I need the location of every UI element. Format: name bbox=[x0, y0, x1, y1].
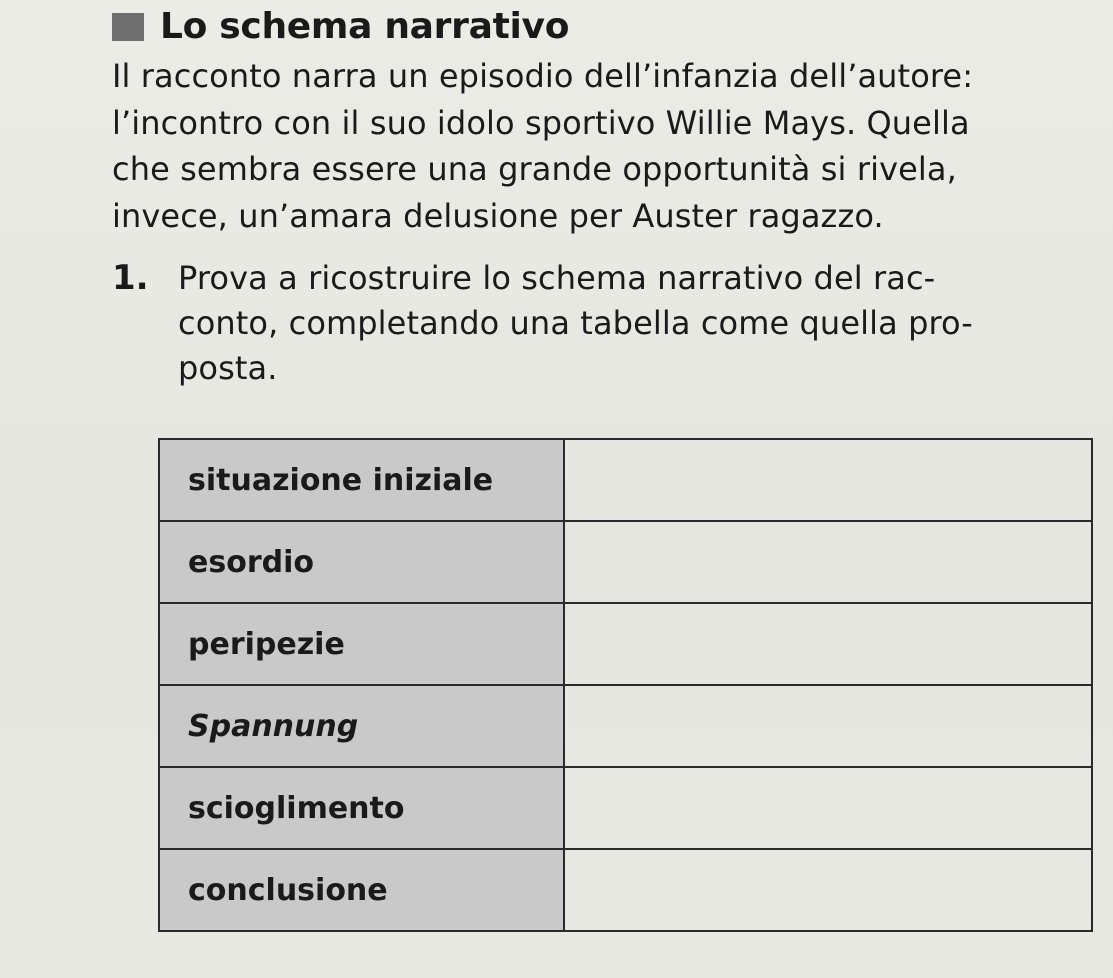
row-label-spannung: Spannung bbox=[159, 685, 564, 767]
row-label-scioglimento: scioglimento bbox=[159, 767, 564, 849]
answer-cell-scioglimento[interactable] bbox=[564, 767, 1092, 849]
table-row bbox=[159, 439, 1092, 521]
table-row bbox=[159, 849, 1092, 931]
answer-cell-spannung[interactable] bbox=[564, 685, 1092, 767]
section-title: Lo schema narrativo bbox=[160, 6, 570, 47]
exercise-number: 1. bbox=[112, 258, 149, 298]
answer-cell-situazione-iniziale[interactable] bbox=[564, 439, 1092, 521]
section-bullet-square bbox=[112, 13, 144, 41]
exercise-instruction: Prova a ricostruire lo schema narrativo del rac- conto, completando una tabella come quella pro- posta. bbox=[178, 259, 973, 387]
table-row bbox=[159, 685, 1092, 767]
row-label-conclusione: conclusione bbox=[159, 849, 564, 931]
row-label-esordio: esordio bbox=[159, 521, 564, 603]
table-row bbox=[159, 767, 1092, 849]
row-label-peripezie: peripezie bbox=[159, 603, 564, 685]
answer-cell-peripezie[interactable] bbox=[564, 603, 1092, 685]
answer-cell-esordio[interactable] bbox=[564, 521, 1092, 603]
narrative-schema-table bbox=[158, 438, 1093, 932]
table-row bbox=[159, 521, 1092, 603]
section-header bbox=[112, 6, 569, 47]
intro-paragraph: Il racconto narra un episodio dell’infanzia dell’autore: l’incontro con il suo idolo sportivo Willie Mays. Quella che sembra essere una grande opportunità si rivela, invece, un’amara delusione per Auster ragazzo. bbox=[112, 57, 974, 235]
table-row bbox=[159, 603, 1092, 685]
row-label-situazione-iniziale: situazione iniziale bbox=[159, 439, 564, 521]
answer-cell-conclusione[interactable] bbox=[564, 849, 1092, 931]
